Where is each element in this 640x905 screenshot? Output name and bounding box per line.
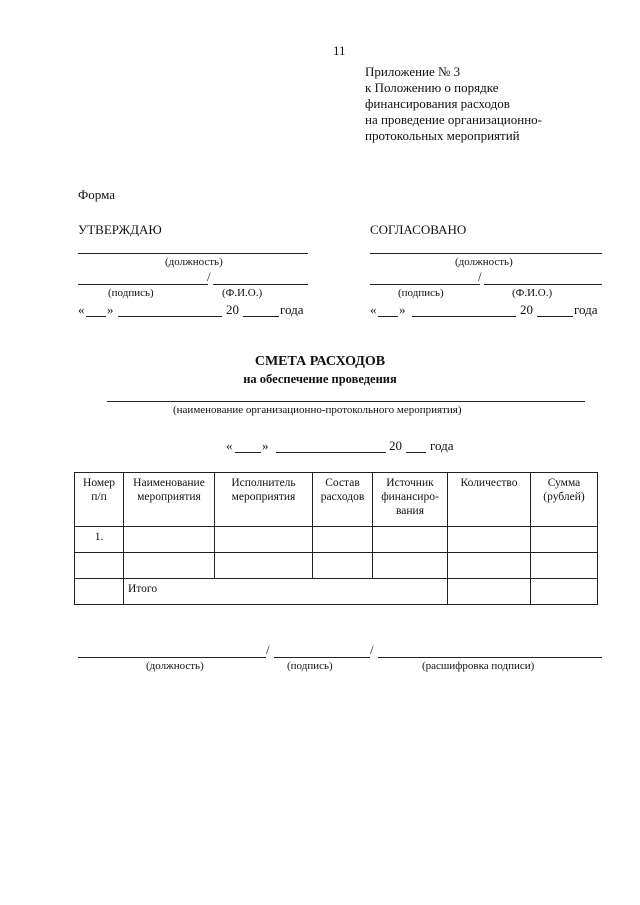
approve-date-open: «	[78, 302, 85, 317]
agreed-heading: СОГЛАСОВАНО	[370, 222, 467, 237]
header-text: Исполнитель	[231, 477, 296, 489]
header-text: финансиро-	[381, 491, 439, 503]
approve-position-line	[78, 253, 308, 254]
header-text: мероприятия	[137, 491, 201, 503]
agreed-year-suffix: года	[574, 302, 598, 317]
header-expense-composition	[313, 473, 373, 527]
header-text: п/п	[91, 491, 107, 503]
table-cell	[75, 579, 124, 605]
agreed-slash: /	[478, 269, 482, 284]
table-cell	[215, 527, 313, 553]
footer-signature-caption: (подпись)	[287, 660, 333, 672]
table-cell	[448, 527, 531, 553]
header-text: Количество	[460, 477, 518, 489]
appendix-line: к Положению о порядке	[365, 80, 499, 95]
table-cell	[531, 553, 598, 579]
estimate-year-prefix: 20	[389, 438, 402, 453]
header-text: Источник	[386, 477, 434, 489]
table-cell	[215, 553, 313, 579]
approve-signature-line	[78, 284, 208, 285]
header-funding-source	[373, 473, 448, 527]
approve-fio-caption: (Ф.И.О.)	[222, 287, 263, 299]
header-text: Номер	[83, 477, 115, 489]
estimate-date-open: «	[226, 438, 233, 453]
table-cell	[448, 579, 531, 605]
footer-position-line	[78, 657, 266, 658]
approve-year-suffix: года	[280, 302, 304, 317]
header-text: Сумма	[547, 477, 581, 489]
estimate-subtitle: на обеспечение проведения	[243, 372, 397, 386]
agreed-date-close: »	[399, 302, 406, 317]
footer-signature-line	[274, 657, 370, 658]
agreed-position-line	[370, 253, 602, 254]
approve-month-line	[118, 316, 222, 317]
approve-fio-line	[213, 284, 308, 285]
estimate-year-line	[406, 452, 426, 453]
table-cell	[75, 553, 124, 579]
table-cell	[124, 527, 215, 553]
header-quantity	[448, 473, 531, 527]
footer-slash: /	[266, 642, 270, 657]
table-total-row	[75, 579, 598, 605]
estimate-title: СМЕТА РАСХОДОВ	[254, 354, 386, 369]
appendix-line: на проведение организационно-	[365, 112, 542, 127]
header-text: Состав	[325, 477, 360, 489]
header-event-name	[124, 473, 215, 527]
estimate-day-line	[235, 452, 261, 453]
agreed-month-line	[412, 316, 516, 317]
agreed-year-line	[537, 316, 573, 317]
agreed-position-caption: (должность)	[455, 256, 513, 268]
header-text: мероприятия	[231, 491, 296, 503]
estimate-table	[74, 472, 598, 605]
approve-date-close: »	[107, 302, 114, 317]
agreed-year-prefix: 20	[520, 302, 533, 317]
table-cell	[448, 553, 531, 579]
table-cell	[124, 553, 215, 579]
row-number-cell: 1.	[75, 527, 124, 553]
approve-year-prefix: 20	[226, 302, 239, 317]
agreed-signature-line	[370, 284, 480, 285]
estimate-year-suffix: года	[430, 438, 454, 453]
agreed-date-open: «	[370, 302, 377, 317]
table-row	[75, 553, 598, 579]
event-name-caption: (наименование организационно-протокольного мероприятия)	[173, 404, 462, 416]
approve-heading: УТВЕРЖДАЮ	[78, 222, 162, 237]
appendix-line: Приложение № 3	[365, 64, 461, 79]
table-cell	[373, 553, 448, 579]
appendix-line: протокольных мероприятий	[365, 128, 520, 143]
table-cell	[373, 527, 448, 553]
estimate-date-close: »	[262, 438, 269, 453]
header-text: (рублей)	[543, 491, 585, 503]
agreed-fio-caption: (Ф.И.О.)	[512, 287, 553, 299]
approve-signature-caption: (подпись)	[108, 287, 154, 299]
appendix-line: финансирования расходов	[365, 96, 510, 111]
approve-slash: /	[207, 269, 211, 284]
header-text: вания	[396, 505, 424, 517]
header-number	[75, 473, 124, 527]
table-cell	[531, 579, 598, 605]
table-cell	[313, 527, 373, 553]
footer-decoding-line	[378, 657, 602, 658]
event-name-line	[107, 401, 585, 402]
table-header-row	[75, 473, 598, 527]
total-label-cell: Итого	[124, 579, 448, 605]
approve-position-caption: (должность)	[165, 256, 223, 268]
agreed-signature-caption: (подпись)	[398, 287, 444, 299]
form-label: Форма	[78, 187, 115, 202]
agreed-fio-line	[484, 284, 602, 285]
header-sum	[531, 473, 598, 527]
approve-day-line	[86, 316, 106, 317]
footer-slash: /	[370, 642, 374, 657]
table-row	[75, 527, 598, 553]
footer-decoding-caption: (расшифровка подписи)	[422, 660, 535, 672]
header-text: расходов	[320, 491, 365, 503]
page-number: 11	[333, 43, 346, 58]
estimate-month-line	[276, 452, 386, 453]
approve-year-line	[243, 316, 279, 317]
footer-position-caption: (должность)	[146, 660, 204, 672]
table-cell	[531, 527, 598, 553]
header-executor	[215, 473, 313, 527]
header-text: Наименование	[133, 477, 205, 489]
appendix-block	[365, 64, 625, 144]
agreed-day-line	[378, 316, 398, 317]
table-cell	[313, 553, 373, 579]
